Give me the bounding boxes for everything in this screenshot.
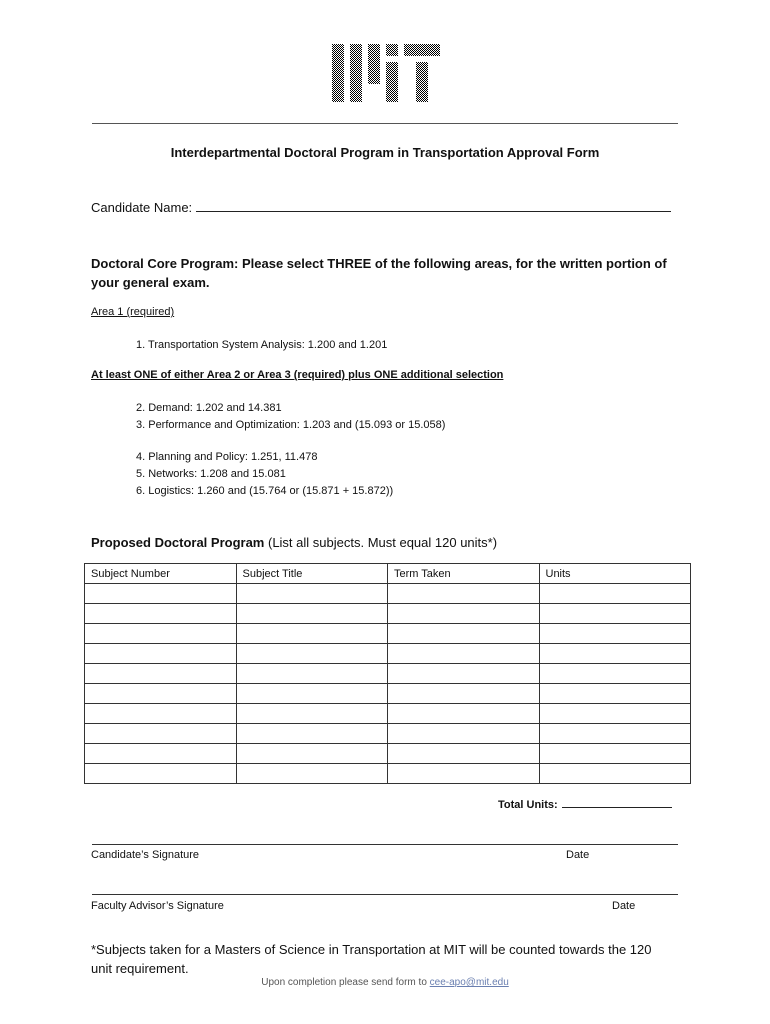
area-item: 1. Transportation System Analysis: 1.200 and 1.201 <box>136 339 388 351</box>
term-taken-cell[interactable] <box>388 764 540 784</box>
proposed-heading-note: (List all subjects. Must equal 120 units*) <box>264 535 498 550</box>
proposed-heading-bold: Proposed Doctoral Program <box>91 535 265 550</box>
subject-title-cell[interactable] <box>236 664 388 684</box>
table-row <box>85 684 691 704</box>
column-header-units: Units <box>539 564 691 584</box>
subject-number-cell[interactable] <box>85 724 237 744</box>
subject-title-cell[interactable] <box>236 684 388 704</box>
units-cell[interactable] <box>539 744 691 764</box>
subject-number-cell[interactable] <box>85 604 237 624</box>
term-taken-cell[interactable] <box>388 684 540 704</box>
total-units-label: Total Units: <box>498 799 558 811</box>
subject-number-cell[interactable] <box>85 684 237 704</box>
column-header-subject-title: Subject Title <box>236 564 388 584</box>
units-cell[interactable] <box>539 604 691 624</box>
area23-heading: At least ONE of either Area 2 or Area 3 (required) plus ONE additional selection <box>91 369 504 381</box>
area-item: 2. Demand: 1.202 and 14.381 <box>136 402 282 414</box>
table-row <box>85 704 691 724</box>
term-taken-cell[interactable] <box>388 664 540 684</box>
table-row <box>85 584 691 604</box>
candidate-date-label: Date <box>566 849 590 861</box>
units-footnote: *Subjects taken for a Masters of Science in Transportation at MIT will be counted towards the 120 unit requirement. <box>91 942 652 976</box>
term-taken-cell[interactable] <box>388 644 540 664</box>
send-email-link[interactable]: cee-apo@mit.edu <box>429 977 509 988</box>
column-header-subject-number: Subject Number <box>85 564 237 584</box>
subject-title-cell[interactable] <box>236 704 388 724</box>
table-row <box>85 604 691 624</box>
subject-number-cell[interactable] <box>85 764 237 784</box>
table-row <box>85 764 691 784</box>
units-cell[interactable] <box>539 644 691 664</box>
form-title: Interdepartmental Doctoral Program in Transportation Approval Form <box>170 145 600 160</box>
term-taken-cell[interactable] <box>388 624 540 644</box>
subject-number-cell[interactable] <box>85 664 237 684</box>
term-taken-cell[interactable] <box>388 744 540 764</box>
subject-title-cell[interactable] <box>236 624 388 644</box>
area1-heading: Area 1 (required) <box>91 306 175 318</box>
table-row <box>85 664 691 684</box>
units-cell[interactable] <box>539 724 691 744</box>
area-item: 3. Performance and Optimization: 1.203 and (15.093 or 15.058) <box>136 419 446 431</box>
units-cell[interactable] <box>539 704 691 724</box>
subjects-table <box>84 563 691 784</box>
candidate-signature-line[interactable] <box>92 844 678 845</box>
units-cell[interactable] <box>539 764 691 784</box>
subject-title-cell[interactable] <box>236 724 388 744</box>
area-item: 4. Planning and Policy: 1.251, 11.478 <box>136 451 318 463</box>
subject-title-cell[interactable] <box>236 644 388 664</box>
proposed-program-heading <box>91 535 497 550</box>
units-cell[interactable] <box>539 664 691 684</box>
subject-number-cell[interactable] <box>85 624 237 644</box>
units-cell[interactable] <box>539 684 691 704</box>
subject-title-cell[interactable] <box>236 604 388 624</box>
subject-title-cell[interactable] <box>236 764 388 784</box>
advisor-signature-label: Faculty Advisor’s Signature <box>91 900 224 912</box>
table-row <box>85 744 691 764</box>
term-taken-cell[interactable] <box>388 724 540 744</box>
term-taken-cell[interactable] <box>388 604 540 624</box>
table-header-row <box>85 564 691 584</box>
term-taken-cell[interactable] <box>388 584 540 604</box>
candidate-name-row <box>91 200 691 215</box>
units-cell[interactable] <box>539 624 691 644</box>
units-cell[interactable] <box>539 584 691 604</box>
send-instructions <box>0 977 770 988</box>
total-units-field[interactable] <box>562 798 672 808</box>
subject-number-cell[interactable] <box>85 584 237 604</box>
advisor-date-label: Date <box>612 900 636 912</box>
area-item: 6. Logistics: 1.260 and (15.764 or (15.871 + 15.872)) <box>136 485 394 497</box>
table-row <box>85 624 691 644</box>
advisor-signature-line[interactable] <box>92 894 678 895</box>
total-units-row <box>498 798 672 811</box>
table-row <box>85 644 691 664</box>
subject-title-cell[interactable] <box>236 744 388 764</box>
candidate-name-label: Candidate Name: <box>91 200 193 215</box>
candidate-signature-label: Candidate’s Signature <box>91 849 200 861</box>
subject-number-cell[interactable] <box>85 644 237 664</box>
subject-number-cell[interactable] <box>85 744 237 764</box>
header-rule <box>92 123 678 124</box>
column-header-term-taken: Term Taken <box>388 564 540 584</box>
subject-number-cell[interactable] <box>85 704 237 724</box>
send-prefix: Upon completion please send form to <box>261 977 430 988</box>
mit-logo-icon <box>332 44 440 102</box>
subject-title-cell[interactable] <box>236 584 388 604</box>
candidate-name-field[interactable] <box>196 200 671 212</box>
term-taken-cell[interactable] <box>388 704 540 724</box>
area-item: 5. Networks: 1.208 and 15.081 <box>136 468 286 480</box>
table-row <box>85 724 691 744</box>
core-program-heading: Doctoral Core Program: Please select THREE of the following areas, for the written portion of your general exam. <box>91 256 667 290</box>
